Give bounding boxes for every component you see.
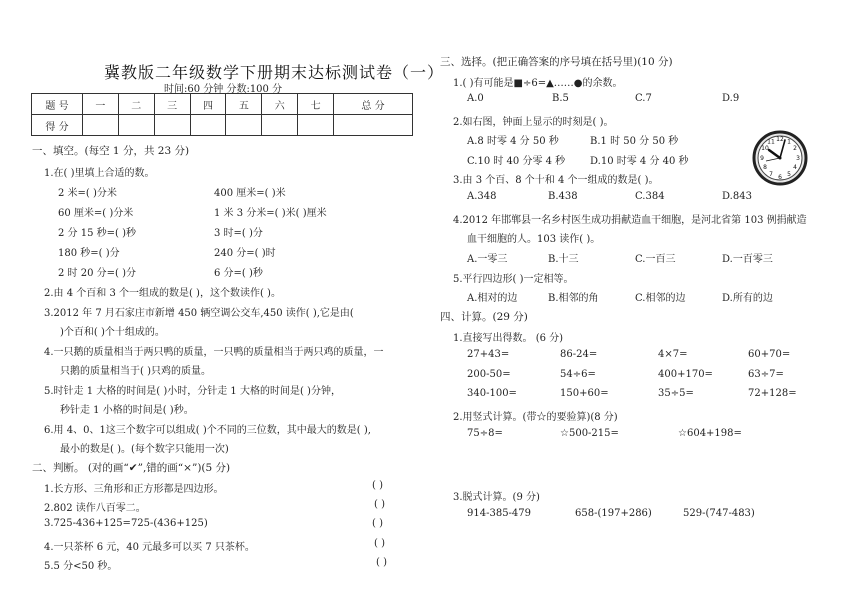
score-table-cell: 得 分 [32, 115, 83, 136]
conversion-item: 400 厘米=( )米 [214, 188, 286, 199]
judge-item: 4.一只茶杯 6 元，40 元最多可以买 7 只茶杯。 [44, 542, 255, 553]
choice-option: A.8 时零 4 分 50 秒 [467, 136, 559, 147]
choice-option: B.1 时 50 分 50 秒 [590, 136, 679, 147]
choice-question-1: 1.( )有可能是■÷6=▲……●的余数。 [453, 78, 623, 89]
svg-text:9: 9 [760, 155, 764, 162]
question-1-3: 3.2012 年 7 月石家庄市新增 450 辆空调公交车,450 读作( ),它是由( [44, 308, 354, 319]
calc-item: 200-50= [467, 369, 511, 380]
question-1-6-cont: 最小的数是( )。(每个数字只能用一次) [60, 444, 229, 455]
choice-question-4-cont: 血干细胞的人。103 读作( )。 [467, 234, 601, 245]
question-1-1: 1.在( )里填上合适的数。 [44, 168, 155, 179]
svg-text:11: 11 [767, 138, 775, 146]
calc-item: 4×7= [658, 349, 688, 360]
choice-question-5: 5.平行四边形( )一定相等。 [453, 274, 574, 285]
judge-item: 2.802 读作八百零二。 [44, 503, 146, 514]
vertical-calc-item: ☆500-215= [560, 428, 619, 439]
choice-option: B.5 [552, 93, 569, 104]
section-1-heading: 一、填空。(每空 1 分，共 23 分) [32, 145, 190, 157]
conversion-item: 2 米=( )分米 [58, 188, 117, 199]
exam-meta: 时间:60 分钟 分数:100 分 [164, 84, 283, 95]
svg-text:7: 7 [769, 171, 773, 178]
section-2-heading: 二、判断。 (对的画“✔”,错的画“×”)(5 分) [32, 462, 231, 474]
calc-item: 340-100= [467, 388, 517, 399]
svg-text:10: 10 [761, 145, 769, 152]
calc-item: 400+170= [658, 369, 713, 380]
score-blank[interactable] [334, 115, 413, 136]
vertical-calc-item: ☆604+198= [678, 428, 742, 439]
question-1-3-cont: )个百和( )个十组成的。 [60, 327, 165, 338]
choice-option: B.相邻的角 [548, 293, 599, 304]
choice-option: A.相对的边 [467, 293, 518, 304]
svg-text:6: 6 [778, 174, 782, 181]
calc-item: 60+70= [748, 349, 791, 360]
score-table-header-row [32, 94, 413, 115]
conversion-item: 180 秒=( )分 [58, 248, 120, 259]
choice-option: B.438 [548, 191, 578, 202]
score-table-cell: 三 [154, 94, 190, 115]
svg-text:12: 12 [776, 136, 784, 143]
score-blank[interactable] [154, 115, 190, 136]
choice-option: D.所有的边 [722, 293, 773, 304]
score-blank[interactable] [226, 115, 262, 136]
choice-option: D.843 [722, 191, 752, 202]
calc-question-3: 3.脱式计算。(9 分) [453, 492, 540, 503]
question-1-4: 4.一只鹅的质量相当于两只鸭的质量，一只鸭的质量相当于两只鸡的质量，一 [44, 347, 384, 358]
clock-icon [752, 130, 808, 186]
conversion-item: 240 分=( )时 [214, 248, 276, 259]
svg-text:5: 5 [787, 171, 791, 178]
choice-question-3: 3.由 3 个百、8 个十和 4 个一组成的数是( )。 [453, 175, 659, 186]
choice-option: C.384 [635, 191, 665, 202]
section-3-heading: 三、选择。(把正确答案的序号填在括号里)(10 分) [440, 56, 673, 68]
choice-option: A.0 [467, 93, 484, 104]
question-1-6: 6.用 4、0、1这三个数字可以组成( )个不同的三位数，其中最大的数是( ), [44, 425, 371, 436]
score-table-cell: 题 号 [32, 94, 83, 115]
score-table-cell: 七 [298, 94, 334, 115]
choice-question-4: 4.2012 年邯郸县一名乡村医生成功捐献造血干细胞，是河北省第 103 例捐献造 [453, 215, 807, 226]
calc-item: 27+43= [467, 349, 510, 360]
choice-option: D.10 时零 4 分 40 秒 [590, 156, 689, 167]
score-table-cell: 总 分 [334, 94, 413, 115]
score-table-cell: 六 [262, 94, 298, 115]
question-1-5-cont: 秒针走 1 小格的时间是( )秒。 [60, 405, 194, 416]
calc-item: 150+60= [560, 388, 609, 399]
choice-option: C.10 时 40 分零 4 秒 [467, 156, 566, 167]
choice-option: C.一百三 [635, 254, 676, 265]
svg-text:4: 4 [793, 164, 797, 171]
calc-item: 72+128= [748, 388, 797, 399]
choice-option: D.9 [722, 93, 740, 104]
score-table [31, 93, 413, 136]
score-blank[interactable] [118, 115, 154, 136]
calc-question-1: 1.直接写出得数。 (6 分) [453, 333, 564, 344]
calc-item: 63÷7= [748, 369, 784, 380]
choice-option: D.一百零三 [722, 254, 773, 265]
score-blank[interactable] [83, 115, 119, 136]
judge-item: 5.5 分<50 秒。 [44, 561, 118, 572]
question-1-4-cont: 只鹅的质量相当于( )只鸡的质量。 [60, 366, 211, 377]
question-1-5: 5.时针走 1 大格的时间是( )小时，分针走 1 大格的时间是( )分钟， [44, 386, 341, 397]
calc-item: 35÷5= [658, 388, 694, 399]
calc-item: 86-24= [560, 349, 598, 360]
conversion-item: 6 分=( )秒 [214, 268, 263, 279]
conversion-item: 1 米 3 分米=( )米( )厘米 [214, 208, 327, 219]
svg-text:8: 8 [763, 164, 767, 171]
conversion-item: 2 分 15 秒=( )秒 [58, 228, 136, 239]
choice-option: A.一零三 [467, 254, 508, 265]
choice-question-2: 2.如右图，钟面上显示的时刻是( )。 [453, 117, 614, 128]
svg-text:2: 2 [793, 145, 797, 152]
score-table-score-row [32, 115, 413, 136]
score-table-cell: 一 [83, 94, 119, 115]
calc-question-2: 2.用竖式计算。(带☆的要验算)(8 分) [453, 412, 618, 423]
calc-item: 54÷6= [560, 369, 596, 380]
conversion-item: 60 厘米=( )分米 [58, 208, 134, 219]
svg-text:1: 1 [787, 138, 791, 146]
judge-answer-blank[interactable]: ( ) [372, 518, 383, 529]
score-blank[interactable] [262, 115, 298, 136]
judge-item: 3.725-436+125=725-(436+125) [44, 518, 208, 529]
stepwise-calc-item: 658-(197+286) [575, 508, 652, 519]
score-table-cell: 四 [190, 94, 226, 115]
question-1-2: 2.由 4 个百和 3 个一组成的数是( )，这个数读作( )。 [44, 288, 281, 299]
score-table-cell: 五 [226, 94, 262, 115]
choice-option: C.7 [635, 93, 652, 104]
judge-answer-blank[interactable]: ( ) [374, 499, 385, 510]
judge-item: 1.长方形、三角形和正方形都是四边形。 [44, 484, 224, 495]
choice-option: A.348 [467, 191, 497, 202]
section-4-heading: 四、计算。(29 分) [440, 311, 528, 323]
conversion-item: 3 时=( )分 [214, 228, 263, 239]
judge-answer-blank[interactable]: ( ) [376, 557, 387, 568]
conversion-item: 2 时 20 分=( )分 [58, 268, 136, 279]
vertical-calc-item: 75÷8= [467, 428, 503, 439]
choice-option: C.相邻的边 [635, 293, 686, 304]
score-blank[interactable] [298, 115, 334, 136]
stepwise-calc-item: 529-(747-483) [683, 508, 755, 519]
choice-option: B.十三 [548, 254, 579, 265]
page-title: 冀教版二年级数学下册期末达标测试卷（一） [104, 63, 445, 82]
svg-text:3: 3 [796, 155, 800, 162]
judge-answer-blank[interactable]: ( ) [372, 480, 383, 491]
score-blank[interactable] [190, 115, 226, 136]
score-table-cell: 二 [118, 94, 154, 115]
stepwise-calc-item: 914-385-479 [467, 508, 532, 519]
judge-answer-blank[interactable]: ( ) [374, 538, 385, 549]
